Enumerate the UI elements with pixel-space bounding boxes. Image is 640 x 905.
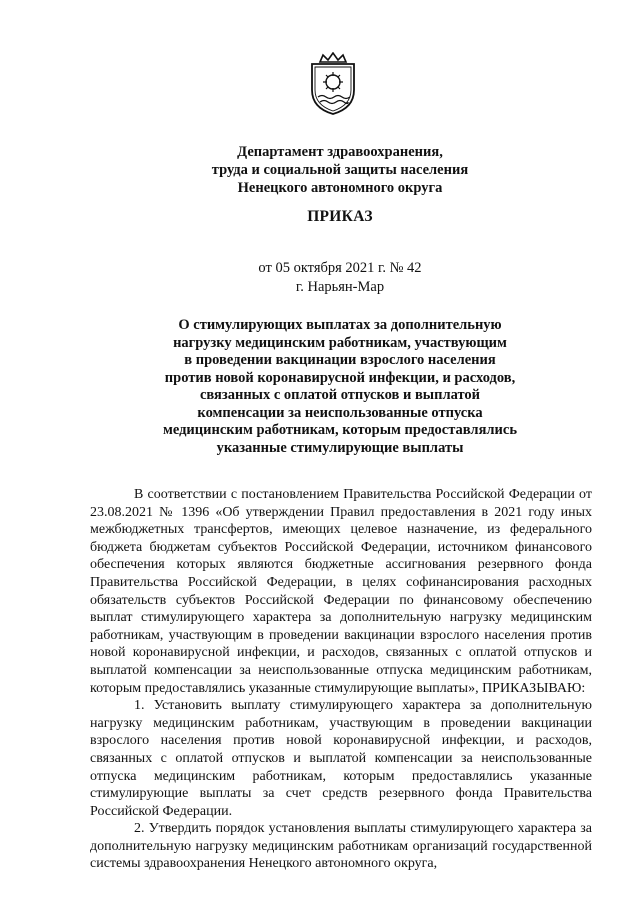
subject-line: указанные стимулирующие выплаты (216, 439, 464, 456)
department-name-line1: Департамент здравоохранения, (237, 144, 443, 160)
order-city: г. Нарьян-Мар (295, 279, 385, 295)
order-date-block (90, 259, 590, 297)
subject-line: компенсации за неиспользованные отпуска (197, 404, 483, 421)
subject-line: медицинским работникам, которым предоставлялись (162, 422, 518, 438)
subject-line: О стимулирующих выплатах за дополнительную (178, 317, 502, 333)
subject-line: против новой коронавирусной инфекции, и расходов, (164, 369, 516, 386)
order-body (90, 486, 592, 873)
preamble-paragraph: В соответствии с постановлением Правительства Российской Федерации от 23.08.2021 № 1396 «Об утверждении Правил предоставления в 2021 году иных межбюджетных трансфертов, имеющих целевое назначение, из федерального бюджета бюджетам субъектов Российской Федерации, источником финансового обеспечения которых являются бюджетные ассигнования резервного фонда Правительства Российской Федерации, в целях софинансирования расходных обязательств субъектов Российской Федерации по финансовому обеспечению выплат стимулирующего характера за дополнительную нагрузку медицинским работникам, участвующим в проведении вакцинации взрослого населения против новой коронавирусной инфекции, и расходов, связанных с оплатой отпусков и выплатой компенсации за неиспользованные отпуска медицинским работникам, которым предоставлялись указанные стимулирующие выплаты», ПРИКАЗЫВАЮ: (90, 487, 592, 696)
subject-line: в проведении вакцинации взрослого населения (184, 352, 496, 368)
order-subject (140, 317, 540, 457)
order-date-number: от 05 октября 2021 г. № 42 (258, 260, 422, 276)
department-name-line2: труда и социальной защиты населения (211, 162, 469, 178)
order-title: ПРИКАЗ (307, 208, 373, 225)
item-2-paragraph: 2. Утвердить порядок установления выплаты стимулирующего характера за дополнительную нагрузку медицинским работникам организаций государственной системы здравоохранения Ненецкого автономного округа, (90, 821, 592, 872)
item-1-paragraph: 1. Установить выплату стимулирующего характера за дополнительную нагрузку медицинским работникам, участвующим в проведении вакцинации взрослого населения против новой коронавирусной инфекции, и расходов, связанных с оплатой отпусков и выплатой компенсации за неиспользованные отпуска медицинским работникам, которым предоставлялись указанные стимулирующие выплаты за счет средств резервного фонда Правительства Российской Федерации. (90, 698, 592, 819)
subject-line: связанных с оплатой отпусков и выплатой (199, 387, 481, 403)
department-header (90, 143, 590, 197)
coat-of-arms-icon (306, 52, 360, 116)
department-name-line3: Ненецкого автономного округа (237, 180, 443, 196)
subject-line: нагрузку медицинским работникам, участвующим (173, 334, 507, 351)
